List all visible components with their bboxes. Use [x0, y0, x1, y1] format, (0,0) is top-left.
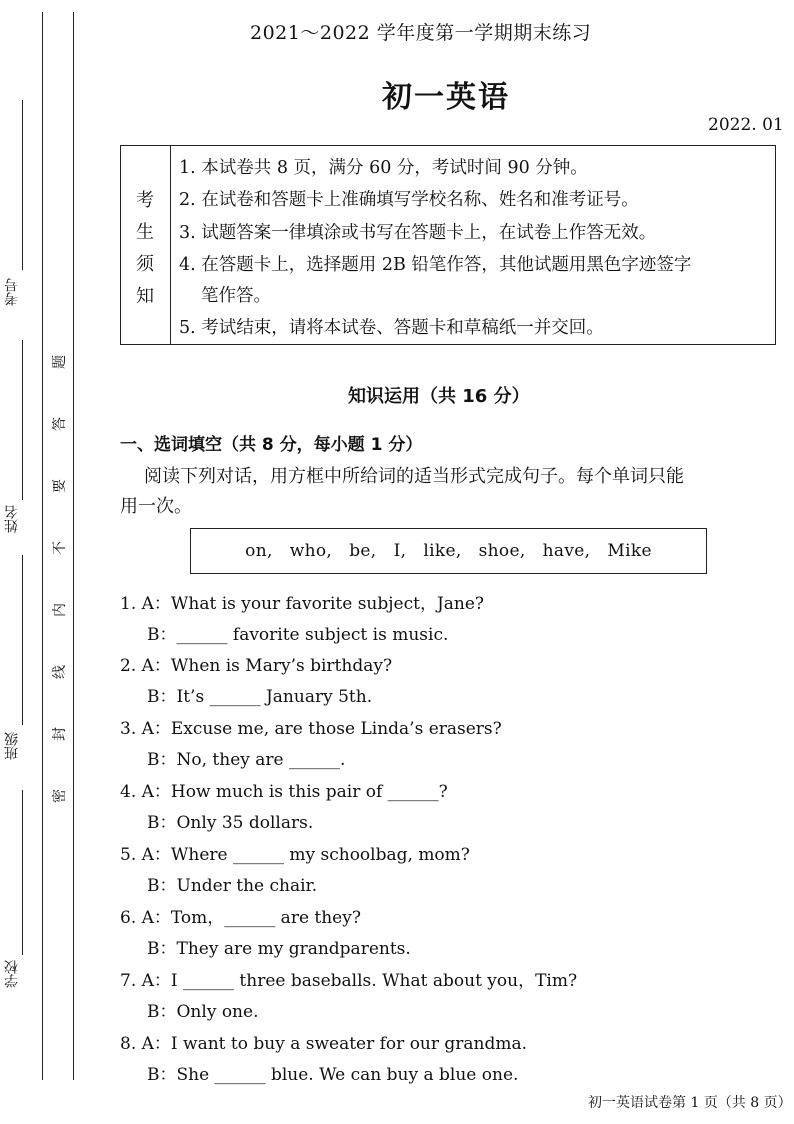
- field-line-exam-number: [22, 100, 23, 270]
- binding-line-inner: [73, 12, 74, 1080]
- exam-header: 2021～2022 学年度第一学期期末练习: [250, 22, 592, 44]
- field-label-class: 班级: [4, 732, 20, 760]
- page-title: 初一英语: [382, 80, 510, 115]
- binding-line-outer: [42, 12, 43, 1080]
- instruction-line: 阅读下列对话，用方框中所给词的适当形式完成句子。每个单词只能: [144, 466, 684, 487]
- field-label-exam-number: 考号: [4, 278, 20, 306]
- seal-char: 答: [52, 417, 68, 431]
- notice-item: 4. 在答题卡上，选择题用 2B 铅笔作答，其他试题用黑色字迹签字: [179, 255, 692, 275]
- field-label-school: 学校: [4, 960, 20, 988]
- question-a: 1. A：What is your favorite subject，Jane?: [120, 594, 485, 614]
- question-b: B：They are my grandparents.: [147, 939, 411, 959]
- question-b: B：She ______ blue. We can buy a blue one.: [147, 1065, 519, 1085]
- section-title: 知识运用（共 16 分）: [348, 386, 530, 407]
- part-title: 一、选词填空（共 8 分，每小题 1 分）: [120, 435, 423, 455]
- question-a: 3. A：Excuse me, are those Linda’s erasers?: [120, 719, 502, 739]
- question-b: B：______ favorite subject is music.: [147, 625, 449, 645]
- question-a: 2. A：When is Mary’s birthday?: [120, 656, 393, 676]
- word-bank-box: [190, 528, 707, 574]
- notice-item: 5. 考试结束，请将本试卷、答题卡和草稿纸一并交回。: [179, 318, 604, 338]
- seal-char: 密: [52, 789, 68, 803]
- question-a: 8. A：I want to buy a sweater for our grandma.: [120, 1034, 528, 1054]
- question-b: B：No, they are ______.: [147, 750, 346, 770]
- question-b: B：It’s ______ January 5th.: [147, 687, 373, 707]
- exam-date: 2022. 01: [708, 115, 784, 135]
- question-b: B：Only 35 dollars.: [147, 813, 314, 833]
- seal-char: 封: [52, 727, 68, 741]
- seal-char: 不: [52, 541, 68, 555]
- instruction-line: 用一次。: [120, 496, 192, 517]
- field-line-name: [22, 340, 23, 500]
- field-line-school: [22, 790, 23, 955]
- notice-item-continued: 笔作答。: [201, 286, 271, 306]
- question-a: 6. A：Tom，______ are they?: [120, 908, 361, 928]
- notice-item: 1. 本试卷共 8 页，满分 60 分，考试时间 90 分钟。: [179, 158, 588, 178]
- field-line-class: [22, 555, 23, 725]
- seal-char: 要: [52, 479, 68, 493]
- notice-label-char: 须: [136, 254, 154, 275]
- question-a: 7. A：I ______ three baseballs. What about you，Tim?: [120, 971, 578, 991]
- field-label-name: 姓名: [4, 505, 20, 533]
- notice-label-char: 生: [136, 222, 154, 243]
- notice-item: 3. 试题答案一律填涂或书写在答题卡上，在试卷上作答无效。: [179, 223, 657, 243]
- seal-char: 内: [52, 603, 68, 617]
- question-b: B：Only one.: [147, 1002, 259, 1022]
- seal-char: 题: [52, 355, 68, 369]
- notice-label-column: [121, 146, 171, 344]
- word-bank: on, who, be, I, like, shoe, have, Mike: [245, 541, 652, 561]
- question-a: 4. A：How much is this pair of ______?: [120, 782, 448, 802]
- seal-char: 线: [52, 665, 68, 679]
- page-footer: 初一英语试卷第 1 页（共 8 页）: [588, 1095, 792, 1111]
- question-a: 5. A：Where ______ my schoolbag, mom?: [120, 845, 470, 865]
- exam-notice-box: [120, 145, 776, 345]
- notice-item: 2. 在试卷和答题卡上准确填写学校名称、姓名和准考证号。: [179, 190, 639, 210]
- notice-label-char: 考: [136, 190, 154, 211]
- notice-label-char: 知: [136, 286, 154, 307]
- question-b: B：Under the chair.: [147, 876, 318, 896]
